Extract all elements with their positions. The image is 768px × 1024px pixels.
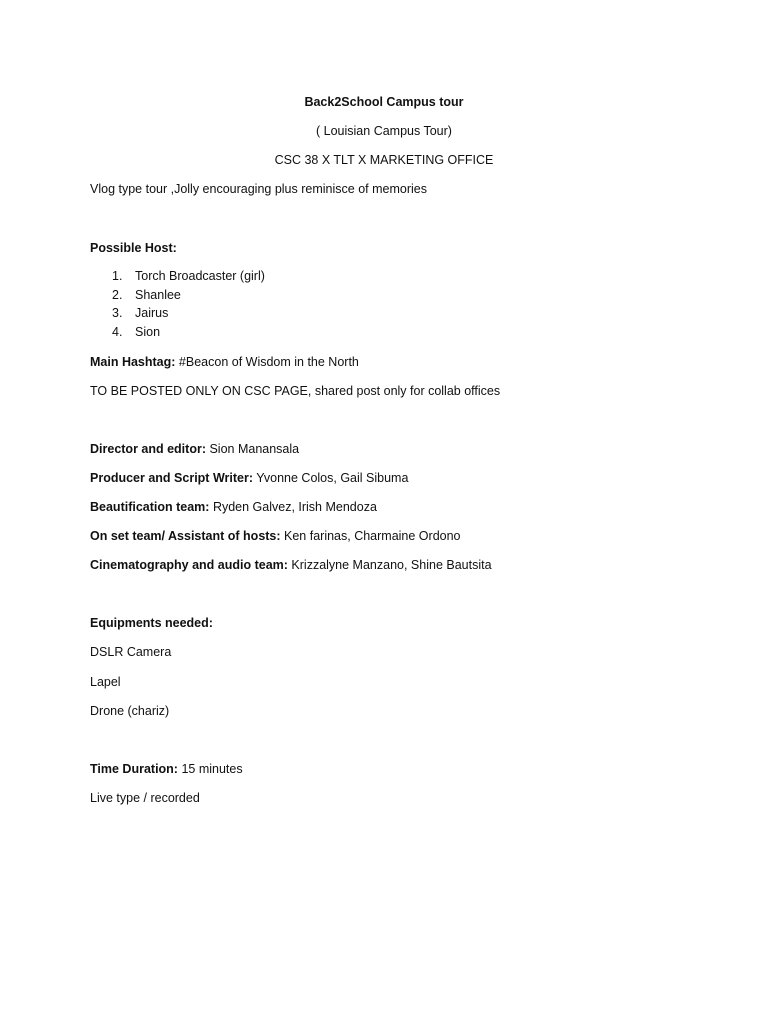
list-item-text: Jairus bbox=[135, 306, 169, 321]
team-row bbox=[90, 528, 461, 544]
list-item-number: 3. bbox=[112, 306, 123, 321]
equipment-item: DSLR Camera bbox=[90, 645, 172, 659]
list-item-number: 2. bbox=[112, 287, 123, 302]
team-members: Krizzalyne Manzano, Shine Bautsita bbox=[287, 558, 492, 572]
team-members: Sion Manansala bbox=[206, 442, 300, 456]
doc-title: Back2School Campus tour bbox=[304, 95, 464, 109]
list-item-text: Shanlee bbox=[135, 287, 181, 302]
hashtag-line bbox=[90, 354, 359, 370]
team-row bbox=[90, 557, 492, 573]
duration-label: Time Duration: bbox=[90, 762, 178, 776]
team-row bbox=[90, 470, 408, 486]
hosts-heading: Possible Host: bbox=[90, 241, 177, 255]
team-role-label: Producer and Script Writer: bbox=[90, 471, 253, 485]
list-item-number: 1. bbox=[112, 269, 123, 283]
equipment-heading: Equipments needed: bbox=[90, 616, 213, 630]
team-role-label: Director and editor: bbox=[90, 442, 206, 456]
team-members: Ryden Galvez, Irish Mendoza bbox=[209, 500, 377, 514]
hashtag-label: Main Hashtag: bbox=[90, 355, 176, 369]
team-role-label: Cinematography and audio team: bbox=[90, 558, 288, 572]
live-type-line: Live type / recorded bbox=[90, 791, 200, 805]
duration-value: 15 minutes bbox=[177, 762, 243, 776]
team-members: Yvonne Colos, Gail Sibuma bbox=[253, 471, 409, 485]
team-role-label: On set team/ Assistant of hosts: bbox=[90, 529, 281, 543]
duration-line bbox=[90, 761, 243, 777]
team-role-label: Beautification team: bbox=[90, 500, 210, 514]
doc-collab-line: CSC 38 X TLT X MARKETING OFFICE bbox=[274, 153, 494, 167]
team-members: Ken farinas, Charmaine Ordono bbox=[280, 529, 461, 543]
hashtag-value: #Beacon of Wisdom in the North bbox=[178, 355, 359, 369]
doc-subtitle: ( Louisian Campus Tour) bbox=[316, 124, 452, 138]
equipment-item: Lapel bbox=[90, 675, 121, 689]
doc-description: Vlog type tour ,Jolly encouraging plus reminisce of memories bbox=[90, 182, 427, 196]
team-row bbox=[90, 441, 299, 457]
posting-note: TO BE POSTED ONLY ON CSC PAGE, shared post only for collab offices bbox=[90, 384, 501, 398]
list-item-text: Torch Broadcaster (girl) bbox=[135, 269, 265, 283]
list-item-text: Sion bbox=[135, 325, 161, 340]
list-item-number: 4. bbox=[112, 325, 123, 340]
team-row bbox=[90, 499, 377, 515]
equipment-item: Drone (chariz) bbox=[90, 704, 170, 718]
